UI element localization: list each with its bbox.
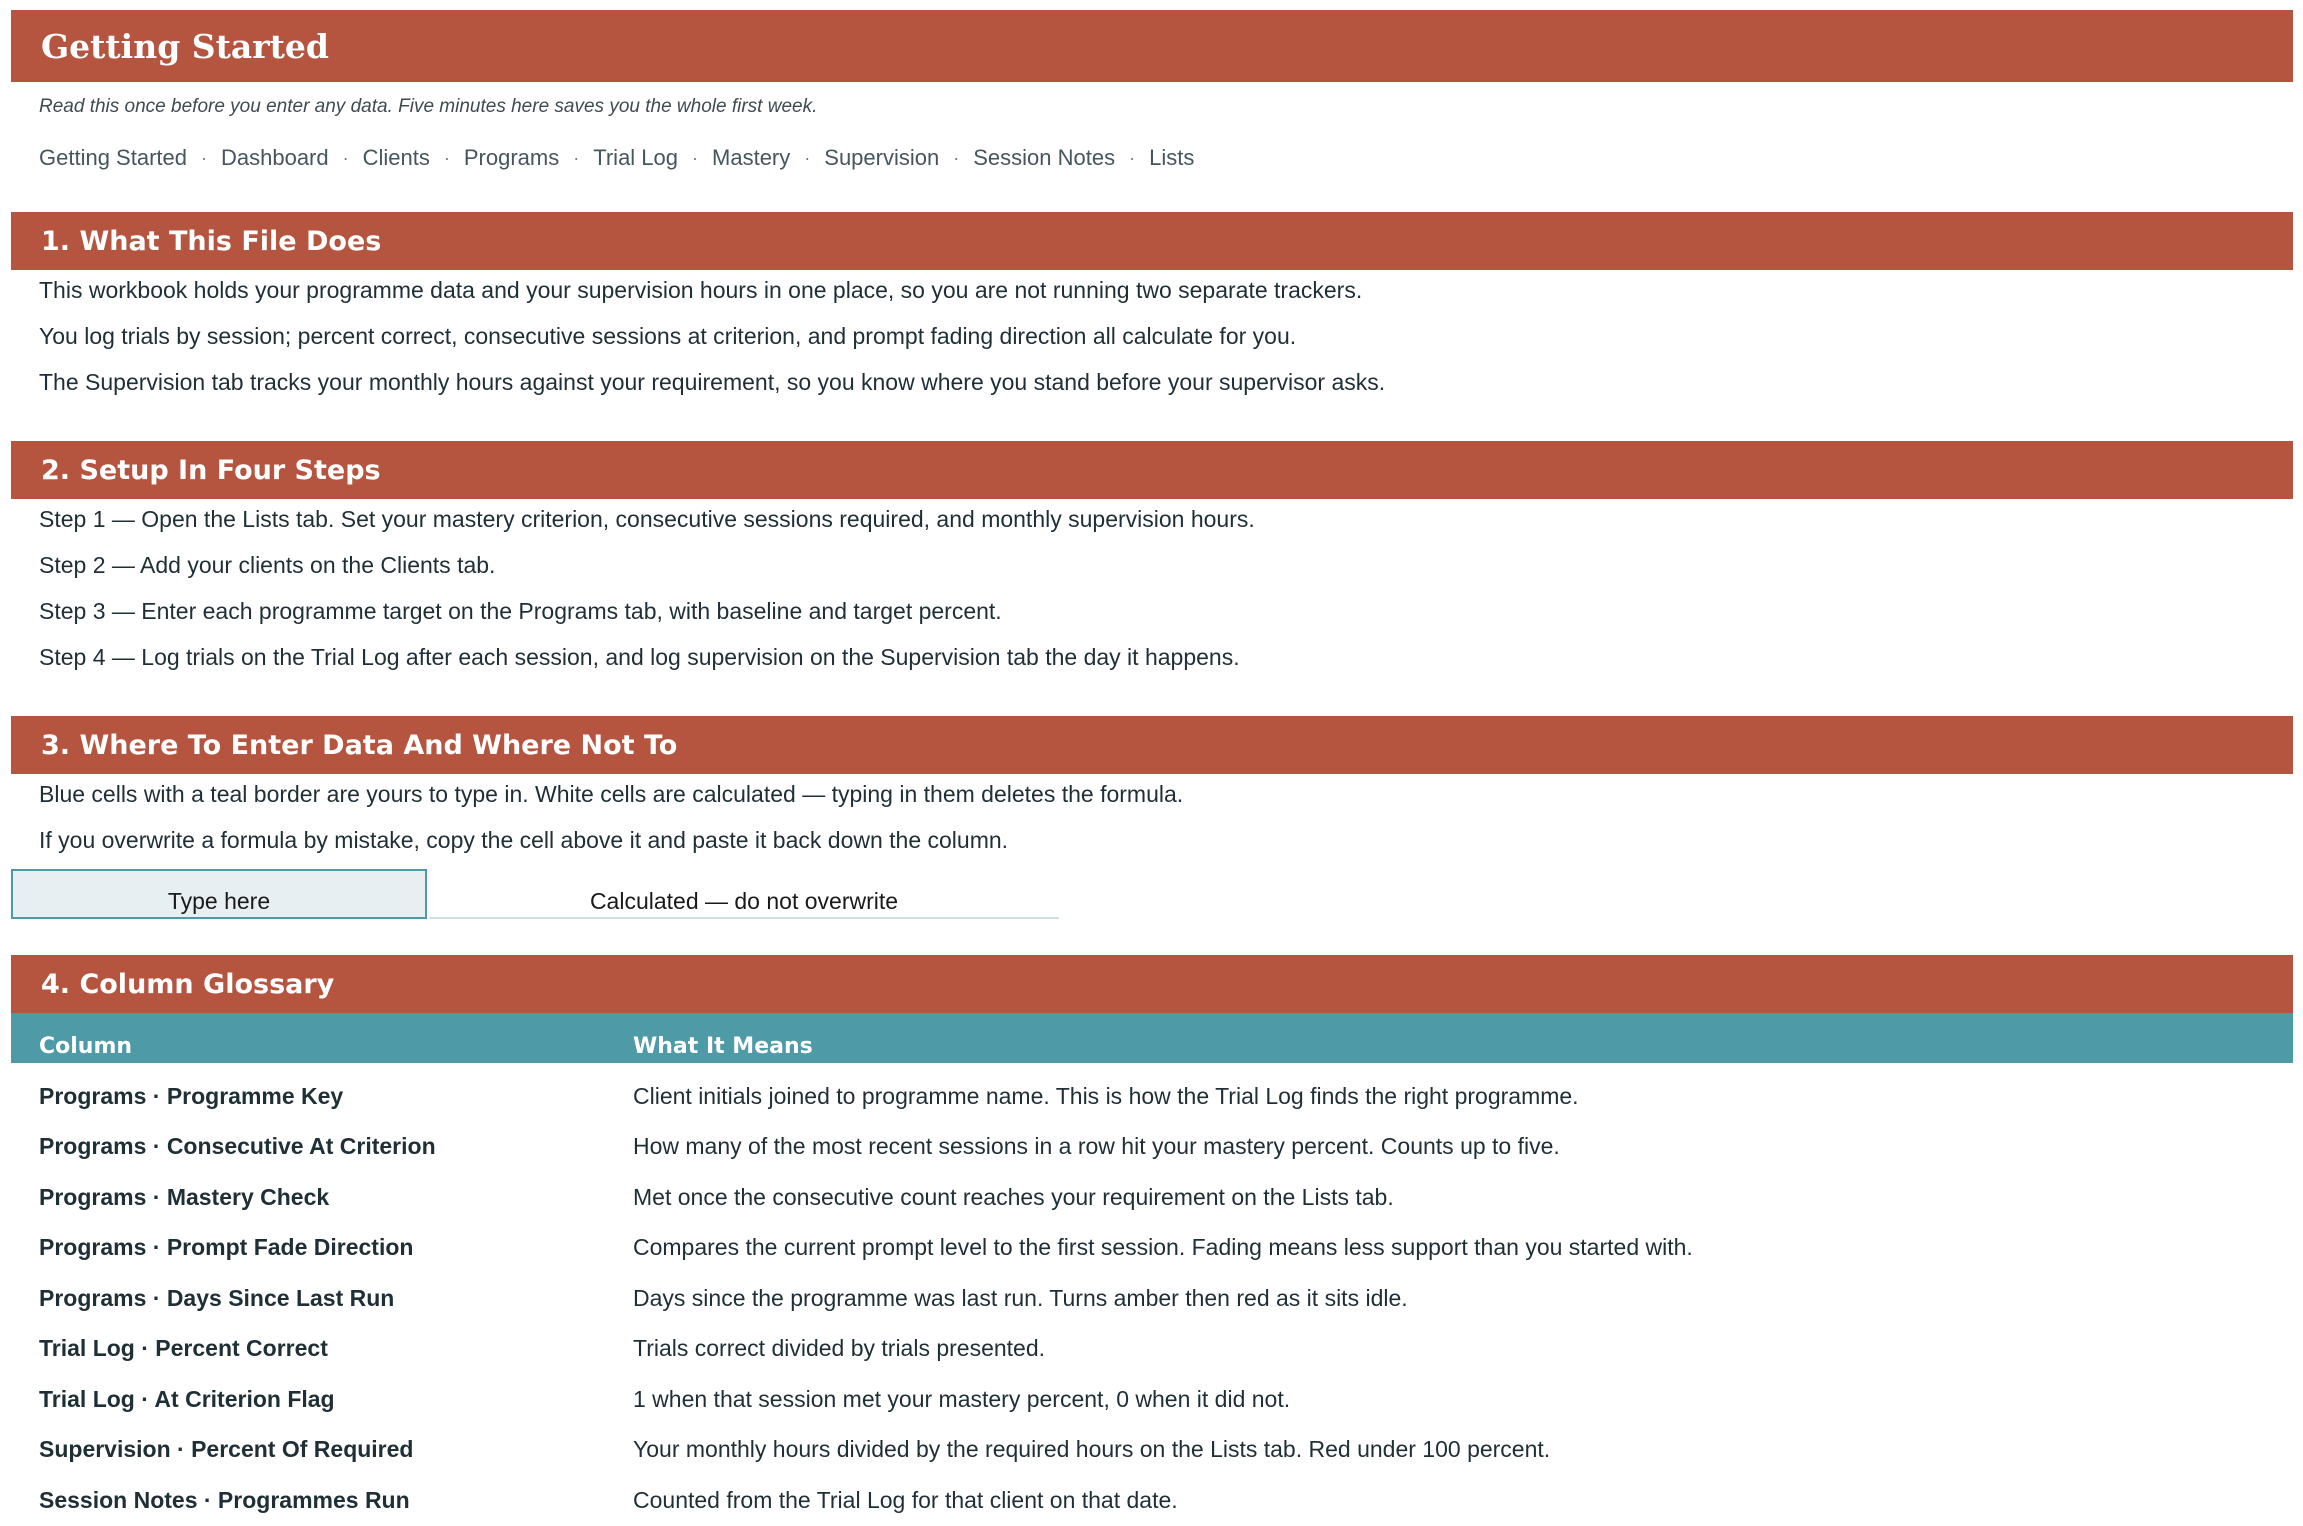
glossary-column-name: Programs · Prompt Fade Direction: [39, 1234, 414, 1261]
section-title: 3. Where To Enter Data And Where Not To: [41, 729, 678, 761]
section-title: 4. Column Glossary: [41, 968, 335, 1000]
table-row: [11, 1273, 2293, 1324]
nav-link-getting-started[interactable]: Getting Started: [39, 145, 187, 170]
glossary-column-name: Session Notes · Programmes Run: [39, 1486, 410, 1513]
sheet-navigation: [11, 122, 2293, 174]
glossary-meaning: Trials correct divided by trials presented.: [633, 1335, 1046, 1362]
section-header-setup-steps: [11, 441, 2293, 499]
glossary-meaning: Days since the programme was last run. Turns amber then red as it sits idle.: [633, 1284, 1408, 1311]
nav-separator: ·: [573, 147, 580, 168]
nav-link-supervision[interactable]: Supervision: [824, 145, 940, 170]
table-row: [11, 1374, 2293, 1425]
column-header: Column: [39, 1034, 133, 1059]
cell-legend: [11, 869, 2293, 921]
tagline: Read this once before you enter any data. Five minutes here saves you the whole first week.: [39, 96, 818, 117]
table-row: [11, 1122, 2293, 1173]
glossary-meaning: Compares the current prompt level to the first session. Fading means less support than you started with.: [633, 1234, 1693, 1261]
glossary-meaning: Client initials joined to programme name. This is how the Trial Log finds the right programme.: [633, 1082, 1579, 1109]
table-row: [11, 1425, 2293, 1476]
glossary-column-name: Programs · Consecutive At Criterion: [39, 1133, 436, 1160]
page-title: Getting Started: [41, 26, 329, 66]
section-text-line: If you overwrite a formula by mistake, copy the cell above it and paste it back down the column.: [39, 827, 1009, 853]
setup-step-2: Step 2 — Add your clients on the Clients tab.: [39, 552, 496, 578]
glossary-column-name: Trial Log · Percent Correct: [39, 1335, 328, 1362]
setup-step-1: Step 1 — Open the Lists tab. Set your mastery criterion, consecutive sessions required, and monthly supervision hours.: [39, 506, 1255, 532]
table-row: [11, 1071, 2293, 1122]
nav-separator: ·: [200, 147, 207, 168]
glossary-column-name: Programs · Programme Key: [39, 1082, 344, 1109]
nav-separator: ·: [953, 147, 960, 168]
getting-started-sheet: [11, 10, 2293, 1526]
section-text-line: This workbook holds your programme data and your supervision hours in one place, so you are not running two separate trackers.: [39, 277, 1363, 303]
glossary-meaning: Counted from the Trial Log for that client on that date.: [633, 1486, 1178, 1513]
glossary-meaning: 1 when that session met your mastery percent, 0 when it did not.: [633, 1385, 1291, 1412]
section-text-line: The Supervision tab tracks your monthly hours against your requirement, so you know where you stand before your supervisor asks.: [39, 369, 1386, 395]
nav-separator: ·: [692, 147, 699, 168]
setup-step-4: Step 4 — Log trials on the Trial Log after each session, and log supervision on the Supervision tab the day it happens.: [39, 644, 1240, 670]
glossary-meaning: How many of the most recent sessions in a row hit your mastery percent. Counts up to five.: [633, 1133, 1560, 1160]
glossary-meaning: Your monthly hours divided by the required hours on the Lists tab. Red under 100 percent.: [633, 1436, 1551, 1463]
glossary-column-name: Trial Log · At Criterion Flag: [39, 1385, 335, 1412]
nav-separator: ·: [1129, 147, 1136, 168]
section-header-what-this-file-does: [11, 212, 2293, 270]
title-bar: [11, 10, 2293, 82]
setup-step-3: Step 3 — Enter each programme target on the Programs tab, with baseline and target percent.: [39, 598, 1002, 624]
section-title: 2. Setup In Four Steps: [41, 454, 381, 486]
meaning-header: What It Means: [633, 1034, 813, 1059]
glossary-column-name: Programs · Days Since Last Run: [39, 1284, 395, 1311]
table-row: [11, 1223, 2293, 1274]
table-row: [11, 1475, 2293, 1526]
section-header-where-to-enter-data: [11, 716, 2293, 774]
section-header-column-glossary: [11, 955, 2293, 1013]
nav-link-trial-log[interactable]: Trial Log: [593, 145, 679, 170]
nav-link-lists[interactable]: Lists: [1149, 145, 1195, 170]
section-text-line: Blue cells with a teal border are yours to type in. White cells are calculated — typing in them deletes the formula.: [39, 781, 1184, 807]
glossary-column-name: Supervision · Percent Of Required: [39, 1436, 414, 1463]
input-cell-sample[interactable]: Type here: [11, 869, 427, 919]
table-row: [11, 1324, 2293, 1375]
calculated-cell-sample: Calculated — do not overwrite: [429, 869, 1059, 919]
table-row: [11, 1172, 2293, 1223]
glossary-table-body: [11, 1063, 2293, 1526]
section-title: 1. What This File Does: [41, 225, 382, 257]
nav-link-dashboard[interactable]: Dashboard: [220, 145, 329, 170]
nav-link-clients[interactable]: Clients: [362, 145, 430, 170]
glossary-meaning: Met once the consecutive count reaches your requirement on the Lists tab.: [633, 1183, 1394, 1210]
nav-separator: ·: [342, 147, 349, 168]
glossary-table-header: [11, 1013, 2293, 1063]
nav-link-programs[interactable]: Programs: [463, 145, 560, 170]
nav-separator: ·: [443, 147, 450, 168]
glossary-column-name: Programs · Mastery Check: [39, 1183, 330, 1210]
section-text-line: You log trials by session; percent correct, consecutive sessions at criterion, and prompt fading direction all calculate for you.: [39, 323, 1297, 349]
nav-separator: ·: [804, 147, 811, 168]
nav-link-mastery[interactable]: Mastery: [712, 145, 791, 170]
nav-link-session-notes[interactable]: Session Notes: [973, 145, 1116, 170]
